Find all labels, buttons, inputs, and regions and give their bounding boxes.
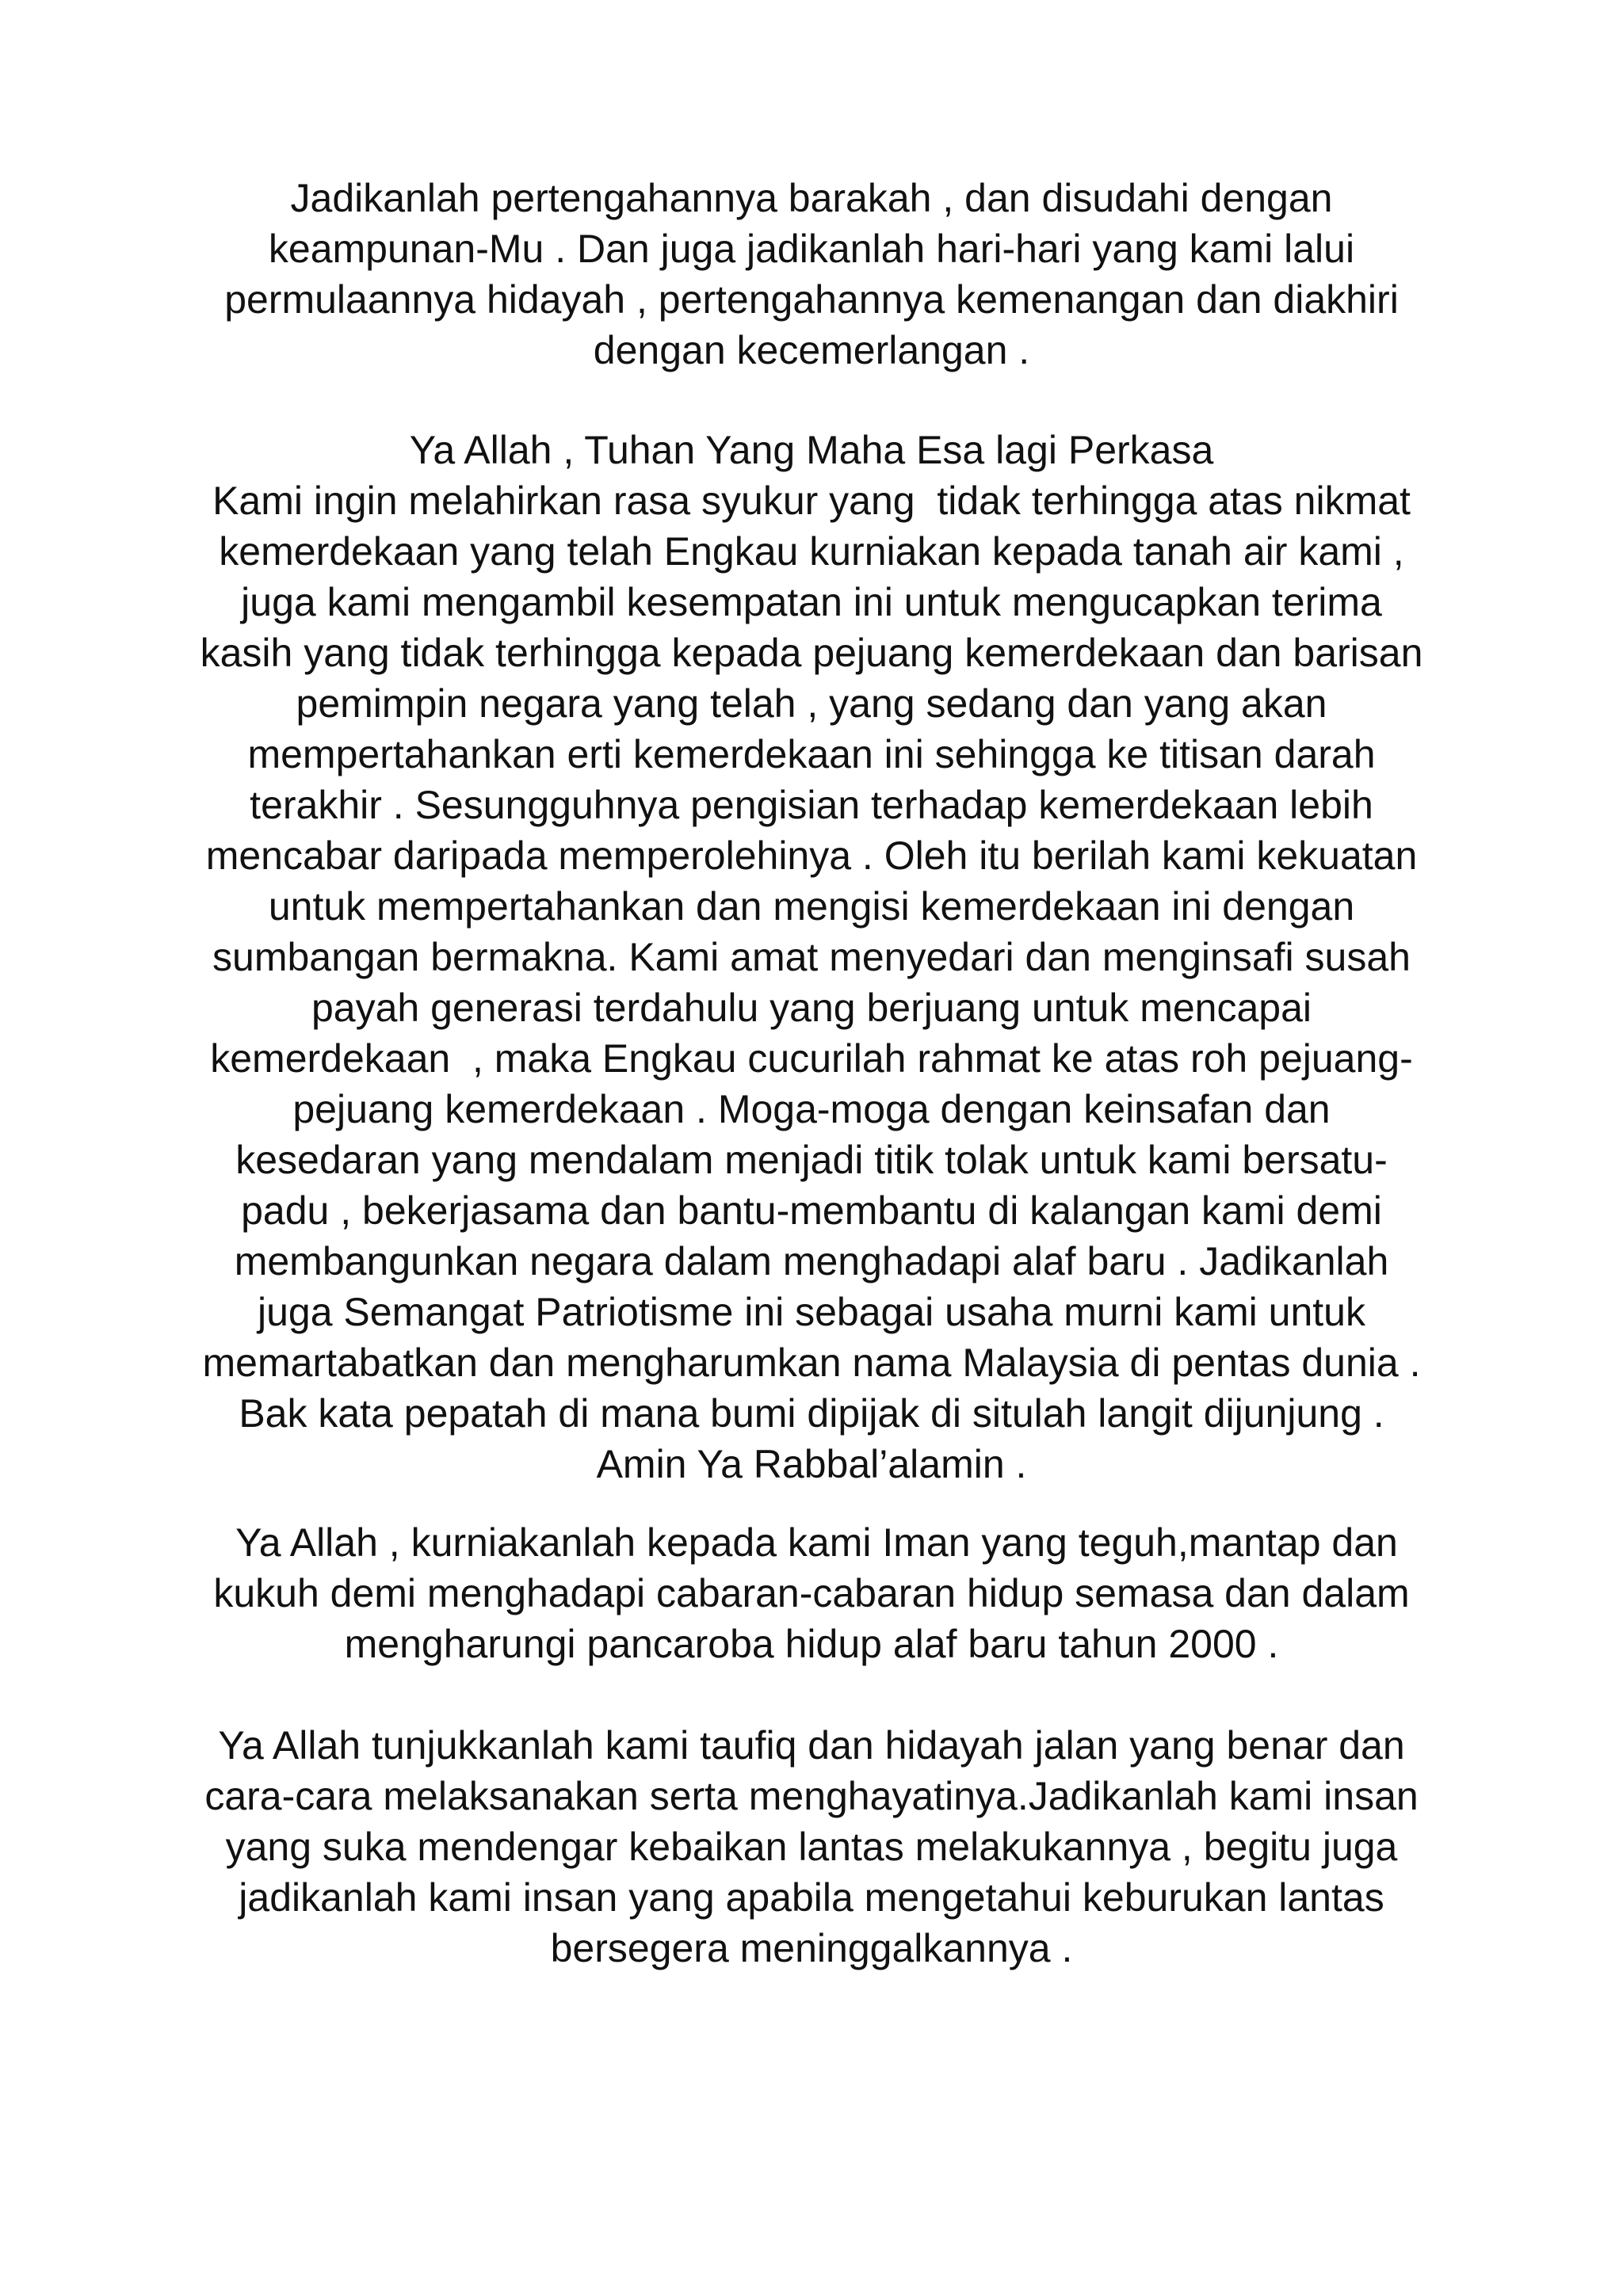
text-line: padu , bekerjasama dan bantu-membantu di kalangan kami demi [241,1188,1382,1233]
paragraph-opening-prayer [127,173,1496,376]
text-line: Ya Allah tunjukkanlah kami taufiq dan hidayah jalan yang benar dan [218,1723,1405,1768]
text-line: kemerdekaan yang telah Engkau kurniakan kepada tanah air kami , [219,529,1404,574]
text-line: Ya Allah , kurniakanlah kepada kami Iman yang teguh,mantap dan [225,1520,1398,1565]
text-line: Jadikanlah pertengahannya barakah , dan disudahi dengan [290,176,1333,220]
text-line: juga Semangat Patriotisme ini sebagai usaha murni kami untuk [258,1290,1365,1334]
text-line: Amin Ya Rabbal’alamin . [596,1442,1027,1486]
text-line: yang suka mendengar kebaikan lantas melakukannya , begitu juga [225,1825,1398,1869]
text-line: membangunkan negara dalam menghadapi alaf baru . Jadikanlah [234,1239,1389,1283]
text-line: kemerdekaan , maka Engkau cucurilah rahmat ke atas roh pejuang- [210,1036,1413,1081]
text-line: pejuang kemerdekaan . Moga-moga dengan keinsafan dan [292,1087,1331,1131]
text-line: kasih yang tidak terhingga kepada pejuang kemerdekaan dan barisan [200,631,1423,675]
text-line: kesedaran yang mendalam menjadi titik tolak untuk kami bersatu- [235,1138,1388,1182]
text-line: cara-cara melaksanakan serta menghayatinya.Jadikanlah kami insan [204,1774,1419,1818]
text-line: keampunan-Mu . Dan juga jadikanlah hari-hari yang kami lalui [268,227,1355,271]
text-line: terakhir . Sesungguhnya pengisian terhadap kemerdekaan lebih [250,783,1373,827]
text-line: permulaannya hidayah , pertengahannya kemenangan dan diakhiri [224,277,1399,322]
text-line: bersegera meninggalkannya . [550,1926,1073,1970]
paragraph-faith-prayer [127,1517,1496,1669]
text-line: Kami ingin melahirkan rasa syukur yang tidak terhingga atas nikmat [212,479,1411,523]
text-line: mempertahankan erti kemerdekaan ini sehingga ke titisan darah [247,732,1376,776]
text-line: juga kami mengambil kesempatan ini untuk mengucapkan terima [241,580,1382,624]
text-line: mencabar daripada memperolehinya . Oleh itu berilah kami kekuatan [205,833,1418,878]
text-line: jadikanlah kami insan yang apabila mengetahui keburukan lantas [239,1875,1384,1920]
text-line: payah generasi terdahulu yang berjuang untuk mencapai [311,986,1312,1030]
text-line: Ya Allah , Tuhan Yang Maha Esa lagi Perkasa [409,428,1214,472]
paragraph-independence-prayer [127,425,1496,1489]
text-line: kukuh demi menghadapi cabaran-cabaran hidup semasa dan dalam [213,1571,1410,1615]
text-line: mengharungi pancaroba hidup alaf baru tahun 2000 . [344,1622,1279,1666]
paragraph-guidance-prayer [127,1720,1496,1974]
text-line: untuk mempertahankan dan mengisi kemerdekaan ini dengan [268,884,1355,929]
text-line: Bak kata pepatah di mana bumi dipijak di situlah langit dijunjung . [239,1391,1384,1436]
text-line: sumbangan bermakna. Kami amat menyedari dan menginsafi susah [212,935,1411,979]
text-line: memartabatkan dan mengharumkan nama Malaysia di pentas dunia . [202,1341,1421,1385]
text-line: dengan kecemerlangan . [593,328,1030,372]
text-line: pemimpin negara yang telah , yang sedang dan yang akan [296,681,1327,726]
